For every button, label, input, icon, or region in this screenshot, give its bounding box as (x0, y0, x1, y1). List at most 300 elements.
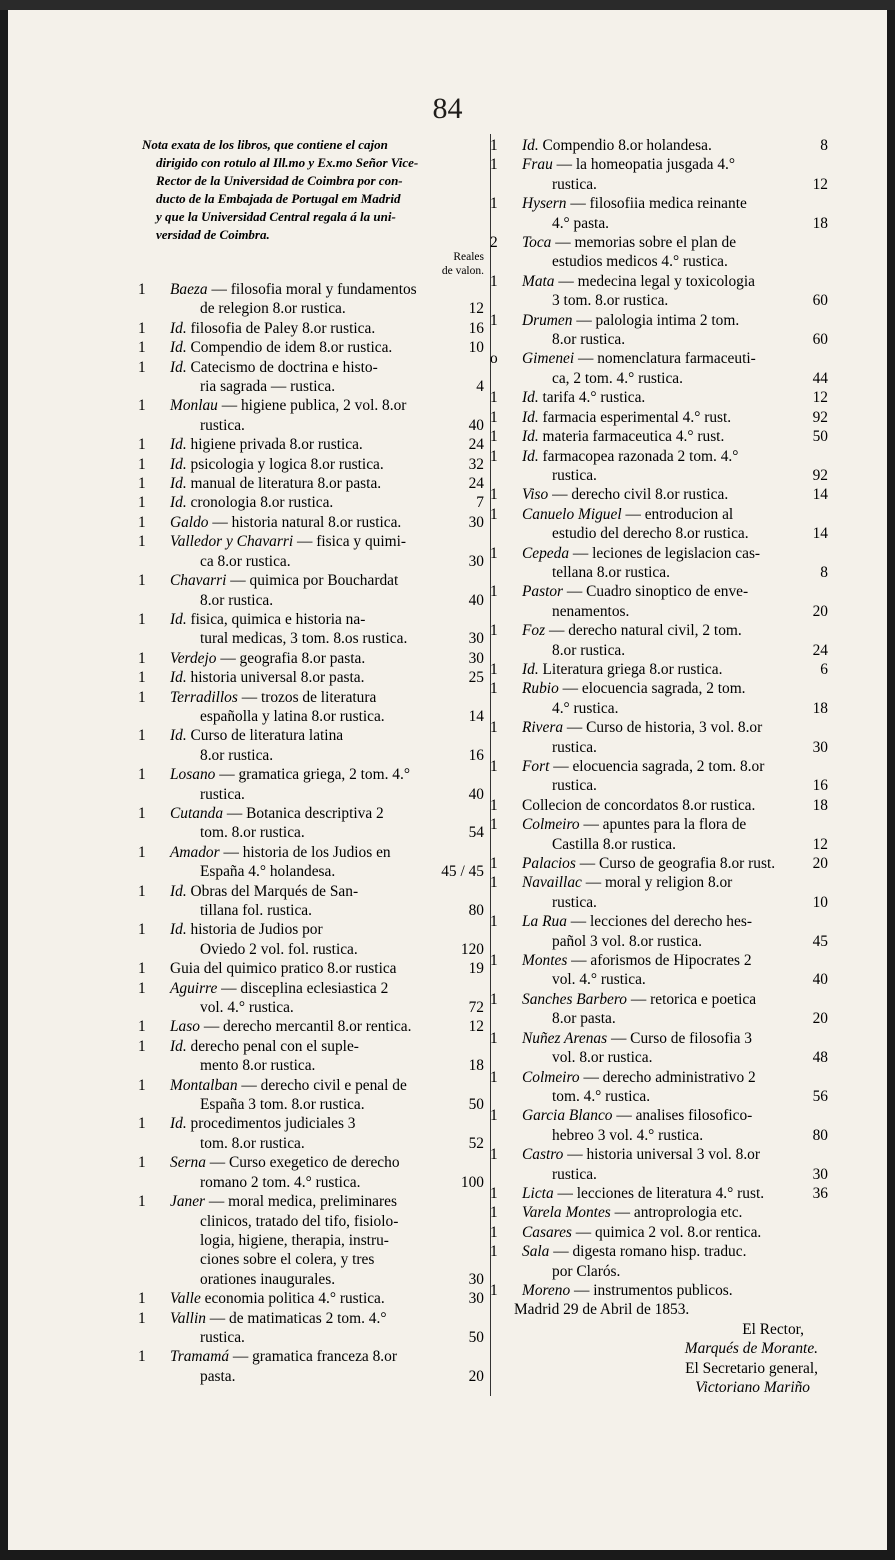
entry-text: — apuntes para la flora de (583, 816, 747, 834)
entry-author: Serna (170, 1154, 206, 1172)
entry-text: rustica. (552, 1165, 597, 1183)
entry-line (500, 466, 804, 485)
entry-author: Valledor y Chavarri (170, 533, 294, 551)
catalog-entry (490, 815, 828, 854)
entry-quantity: 1 (138, 319, 146, 337)
entry-line (148, 280, 450, 299)
entry-line (148, 862, 450, 881)
entry-author: Id. (170, 1037, 187, 1055)
entry-author: Colmeiro (522, 816, 580, 834)
entry-author: Montalban (170, 1076, 238, 1094)
entry-price: 7 (476, 494, 484, 512)
entry-author: Moreno (522, 1281, 571, 1299)
entry-price: 16 (468, 746, 484, 764)
entry-text: España 3 tom. 8.or rustica. (200, 1096, 365, 1114)
entry-line (148, 552, 450, 571)
entry-quantity: 1 (490, 428, 498, 446)
entry-text: — historia de los Judios en (223, 843, 391, 861)
entry-line (500, 155, 804, 174)
entry-text: filosofia de Paley 8.or rustica. (190, 319, 376, 337)
catalog-entry (138, 435, 484, 454)
entry-text: Compendio de idem 8.or rustica. (190, 339, 393, 357)
entry-line (500, 1223, 804, 1242)
entry-price: 50 (468, 1096, 484, 1114)
entry-author: Id. (522, 447, 539, 465)
entry-quantity: 1 (138, 397, 146, 415)
entry-line (148, 532, 450, 551)
entry-line (500, 1068, 804, 1087)
entry-line (500, 1009, 804, 1028)
entry-quantity: 1 (490, 583, 498, 601)
catalog-entry (138, 649, 484, 668)
entry-quantity: 1 (138, 358, 146, 376)
entry-line (148, 959, 450, 978)
entry-line (500, 544, 804, 563)
entry-price: 20 (468, 1367, 484, 1385)
catalog-entry (138, 1192, 484, 1289)
entry-author: Id. (170, 610, 187, 628)
entry-author: Id. (522, 389, 539, 407)
catalog-entry (490, 544, 828, 583)
entry-author: Id. (522, 408, 539, 426)
catalog-entry (490, 349, 828, 388)
entry-text: de relegion 8.or rustica. (200, 300, 346, 318)
entry-line (500, 214, 804, 233)
entry-text: 8.or rustica. (552, 331, 626, 349)
entry-text: — filosofiia medica reinante (570, 195, 747, 213)
entry-line (500, 252, 804, 271)
entry-line (148, 1289, 450, 1308)
entry-author: Id. (522, 137, 539, 154)
entry-price: 100 (460, 1173, 484, 1191)
entry-quantity: 1 (490, 544, 498, 562)
entry-author: Valle (170, 1290, 201, 1308)
entry-author: Chavarri (170, 572, 227, 590)
catalog-entry (490, 1106, 828, 1145)
entry-line (500, 311, 804, 330)
entry-quantity: 1 (138, 610, 146, 628)
entry-text: rustica. (200, 785, 245, 803)
entry-line (500, 349, 804, 368)
entry-line (148, 1056, 450, 1075)
entry-quantity: 1 (138, 882, 146, 900)
entry-author: Casares (522, 1223, 572, 1241)
entry-text: materia farmaceutica 4.° rust. (542, 428, 725, 446)
entry-text: higiene privada 8.or rustica. (190, 436, 363, 454)
entry-text: psicologia y logica 8.or rustica. (190, 455, 384, 473)
entry-author: Galdo (170, 513, 209, 531)
entry-price: 45 / 45 (441, 863, 484, 881)
entry-text: — de matimaticas 2 tom. 4.° (209, 1309, 387, 1327)
catalog-entry (138, 765, 484, 804)
catalog-entry (138, 532, 484, 571)
entry-line (500, 990, 804, 1009)
entry-author: Id. (170, 669, 187, 687)
entry-line (148, 513, 450, 532)
entry-text: rustica. (552, 738, 597, 756)
catalog-entry (138, 493, 484, 512)
catalog-entry (490, 854, 828, 873)
entry-author: Losano (170, 766, 216, 784)
entry-author: Vallin (170, 1309, 206, 1327)
entry-quantity: 1 (138, 494, 146, 512)
entry-line (500, 660, 804, 679)
entry-line (148, 1114, 450, 1133)
entry-text: — analises filosofico- (616, 1107, 753, 1125)
entry-author: Id. (170, 455, 187, 473)
entry-quantity: 1 (490, 408, 498, 426)
entry-line (500, 718, 804, 737)
catalog-entry (490, 194, 828, 233)
entry-text: pañol 3 vol. 8.or rustica. (552, 932, 703, 950)
entry-quantity: 1 (138, 281, 146, 298)
entry-line (148, 746, 450, 765)
entry-text: — quimica por Bouchardat (230, 572, 399, 590)
catalog-entry (490, 990, 828, 1029)
entry-text: ciones sobre el colera, y tres (200, 1251, 375, 1269)
entry-quantity: 1 (490, 195, 498, 213)
entry-price: 12 (812, 389, 828, 407)
entry-line (148, 1328, 450, 1347)
entry-text: Collecion de concordatos 8.or rustica. (522, 796, 756, 814)
entry-text: 4.° pasta. (552, 214, 610, 232)
entry-price: 10 (812, 893, 828, 911)
reales-header-line: Reales (453, 251, 484, 263)
entry-text: rustica. (552, 466, 597, 484)
entry-quantity: 1 (138, 1290, 146, 1308)
entry-text: — moral medica, preliminares (208, 1193, 397, 1211)
entry-line (148, 998, 450, 1017)
entry-line (500, 1087, 804, 1106)
entry-quantity: 1 (138, 843, 146, 861)
left-column (138, 136, 484, 1386)
entry-line (500, 369, 804, 388)
entry-author: Janer (170, 1193, 206, 1211)
entry-author: Varela Montes (522, 1204, 611, 1222)
catalog-entry (138, 1289, 484, 1308)
entry-quantity: 1 (490, 156, 498, 174)
entry-price: 30 (468, 1290, 484, 1308)
entry-price: 30 (468, 552, 484, 570)
entry-text: — memorias sobre el plan de (555, 234, 737, 252)
catalog-entry (138, 1017, 484, 1036)
entry-author: Id. (170, 494, 187, 512)
entry-text: pasta. (200, 1367, 236, 1385)
catalog-entry (138, 959, 484, 978)
entry-text: — derecho civil 8.or rustica. (552, 486, 729, 504)
entry-quantity: 1 (490, 719, 498, 737)
catalog-entry (490, 1203, 828, 1222)
entry-price: 54 (468, 824, 484, 842)
entry-quantity: 1 (490, 660, 498, 678)
catalog-entry (138, 396, 484, 435)
entry-quantity: 1 (138, 1193, 146, 1211)
entry-line (500, 1145, 804, 1164)
catalog-entry (138, 319, 484, 338)
entry-line (148, 629, 450, 648)
entry-line (148, 338, 450, 357)
entry-line (148, 455, 450, 474)
secretary-name: Victoriano Mariño (695, 1379, 810, 1396)
entry-text: — lecciones de literatura 4.° rust. (557, 1184, 765, 1202)
entry-price: 4 (476, 378, 484, 396)
entry-text: estudio del derecho 8.or rustica. (552, 525, 749, 543)
entry-text: economia politica 4.° rustica. (204, 1290, 385, 1308)
entry-quantity: 1 (138, 1154, 146, 1172)
entry-text: 4.° rustica. (552, 699, 619, 717)
entry-author: Id. (170, 1115, 187, 1133)
entry-text: — derecho civil e penal de (241, 1076, 407, 1094)
entry-price: 12 (812, 835, 828, 853)
entry-author: Id. (170, 727, 187, 745)
entry-text: tillana fol. rustica. (200, 902, 312, 919)
catalog-entry (490, 757, 828, 796)
entry-price: 50 (468, 1328, 484, 1346)
signature-date: Madrid 29 de Abril de 1853. (514, 1301, 690, 1319)
entry-line (148, 377, 450, 396)
entry-line (148, 726, 450, 745)
entry-quantity: 1 (138, 669, 146, 687)
entry-line (500, 796, 804, 815)
catalog-entry (490, 485, 828, 504)
entry-price: 14 (812, 486, 828, 504)
entry-text: — derecho natural civil, 2 tom. (548, 622, 742, 640)
catalog-entry (138, 338, 484, 357)
entry-author: Verdejo (170, 649, 217, 667)
entry-text: — Curso de filosofia 3 (610, 1029, 753, 1047)
entry-line (148, 843, 450, 862)
rector-name: Marqués de Morante. (684, 1340, 818, 1358)
entry-author: Colmeiro (522, 1068, 580, 1086)
entry-price: 45 (812, 932, 828, 950)
entry-author: Rubio (522, 680, 559, 698)
entry-text: vol. 4.° rustica. (552, 971, 646, 989)
catalog-entry (138, 571, 484, 610)
entry-quantity: 1 (490, 855, 498, 873)
entry-text: ca 8.or rustica. (200, 552, 291, 570)
entry-line (500, 912, 804, 931)
entry-quantity: 1 (138, 455, 146, 473)
entry-text: procedimentos judiciales 3 (190, 1115, 356, 1133)
signature-block (490, 1300, 828, 1397)
catalog-entry (138, 610, 484, 649)
entry-price: 8 (820, 563, 828, 581)
entry-text: 8.or rustica. (552, 641, 626, 659)
entry-text: Oviedo 2 vol. fol. rustica. (200, 940, 358, 958)
intro-line: versidad de Coimbra. (156, 227, 270, 242)
catalog-entry (490, 388, 828, 407)
entry-text: — palologia intima 2 tom. (576, 311, 740, 329)
entry-quantity: 1 (490, 1204, 498, 1222)
entry-text: derecho penal con el suple- (190, 1037, 359, 1055)
catalog-entry (490, 912, 828, 951)
entry-text: — leciones de legislacion cas- (572, 544, 761, 562)
entry-text: — fisica y quimi- (296, 533, 406, 551)
entry-price: 12 (812, 175, 828, 193)
entry-text: — elocuencia sagrada, 2 tom. 8.or (553, 758, 765, 775)
entry-text: Castilla 8.or rustica. (552, 835, 676, 853)
entry-quantity: 1 (138, 475, 146, 493)
entry-line (500, 563, 804, 582)
entry-price: 52 (468, 1134, 484, 1152)
entry-line (148, 358, 450, 377)
entry-text: — entroducion al (625, 505, 734, 523)
entry-line (148, 1076, 450, 1095)
entry-quantity: 1 (138, 688, 146, 706)
entry-price: 12 (468, 300, 484, 318)
entry-quantity: 1 (138, 727, 146, 745)
secretary-label: El Secretario general, (685, 1359, 818, 1377)
entry-author: Id. (170, 339, 187, 357)
entry-author: Tramamá (170, 1348, 230, 1366)
entry-line (500, 641, 804, 660)
catalog-entry (490, 155, 828, 194)
entry-line (500, 524, 804, 543)
entry-author: Castro (522, 1146, 564, 1164)
entry-line (148, 571, 450, 590)
entry-author: Laso (170, 1018, 200, 1036)
catalog-entry (490, 1068, 828, 1107)
entry-text: tom. 8.or rustica. (200, 1134, 305, 1152)
entry-text: mento 8.or rustica. (200, 1057, 316, 1075)
entry-text: manual de literatura 8.or pasta. (190, 475, 382, 493)
right-entry-list (490, 136, 828, 1300)
entry-line (148, 299, 450, 318)
entry-line (148, 1347, 450, 1366)
entry-line (148, 319, 450, 338)
entry-price: 92 (812, 466, 828, 484)
entry-text: tellana 8.or rustica. (552, 563, 670, 581)
entry-price: 19 (468, 960, 484, 978)
entry-price: 16 (468, 319, 484, 337)
catalog-entry (490, 233, 828, 272)
entry-line (500, 951, 804, 970)
entry-quantity: 1 (490, 796, 498, 814)
catalog-entry (138, 1309, 484, 1348)
entry-text: — Curso de historia, 3 vol. 8.or (566, 719, 763, 737)
entry-price: 36 (812, 1184, 828, 1202)
entry-line (500, 1126, 804, 1145)
entry-price: 30 (468, 649, 484, 667)
entry-line (148, 591, 450, 610)
entry-quantity: 1 (138, 436, 146, 454)
entry-text: — derecho administrativo 2 (583, 1068, 756, 1086)
entry-line (500, 699, 804, 718)
entry-line (148, 979, 450, 998)
entry-line (500, 136, 804, 155)
page-number: 84 (432, 92, 463, 125)
rector-label: El Rector, (742, 1320, 804, 1338)
entry-author: Rivera (522, 719, 564, 737)
intro-line: Nota exata de los libros, que contiene el cajon (142, 137, 388, 152)
entry-text: cronologia 8.or rustica. (190, 494, 334, 512)
entry-author: Foz (522, 622, 546, 640)
entry-line (148, 1153, 450, 1172)
entry-text: fisica, quimica e historia na- (190, 610, 366, 628)
entry-line (148, 1367, 450, 1386)
entry-quantity: 1 (138, 572, 146, 590)
entry-author: Sala (522, 1243, 550, 1261)
entry-author: Id. (170, 319, 187, 337)
entry-line (500, 835, 804, 854)
catalog-entry (138, 688, 484, 727)
entry-line (500, 1184, 804, 1203)
catalog-entry (138, 1076, 484, 1115)
entry-price: 92 (812, 408, 828, 426)
entry-author: Id. (170, 358, 187, 376)
entry-line (148, 823, 450, 842)
entry-line (500, 1203, 804, 1222)
entry-line (500, 408, 804, 427)
entry-price: 18 (812, 796, 828, 814)
entry-quantity: 1 (490, 137, 498, 154)
entry-author: Fort (522, 758, 550, 775)
entry-author: Baeza (170, 281, 208, 298)
entry-line (148, 920, 450, 939)
entry-text: Guia del quimico pratico 8.or rustica (170, 960, 397, 978)
entry-author: Cepeda (522, 544, 570, 562)
entry-line (500, 1106, 804, 1125)
entry-author: Terradillos (170, 688, 238, 706)
entry-quantity: 1 (490, 990, 498, 1008)
entry-price: 120 (460, 940, 484, 958)
entry-line (500, 815, 804, 834)
entry-author: Mata (522, 272, 555, 290)
entry-quantity: 1 (138, 960, 146, 978)
entry-line (148, 474, 450, 493)
entry-quantity: 1 (138, 339, 146, 357)
catalog-entry (490, 621, 828, 660)
entry-quantity: 2 (490, 234, 498, 252)
entry-text: farmacopea razonada 2 tom. 4.° (542, 447, 739, 465)
entry-quantity: 1 (138, 979, 146, 997)
entry-line (148, 901, 450, 920)
entry-quantity: 1 (138, 513, 146, 531)
entry-text: — lecciones del derecho hes- (570, 913, 752, 931)
entry-line (500, 621, 804, 640)
entry-author: Id. (522, 660, 539, 678)
entry-text: — la homeopatia jusgada 4.° (556, 156, 736, 174)
entry-text: por Clarós. (552, 1262, 621, 1280)
entry-text: — aforismos de Hipocrates 2 (571, 952, 752, 970)
entry-line (148, 1250, 450, 1269)
catalog-entry (138, 1037, 484, 1076)
entry-price: 30 (468, 513, 484, 531)
catalog-entry (490, 679, 828, 718)
reales-header (138, 250, 484, 278)
entry-text: — Curso exegetico de derecho (209, 1154, 400, 1172)
entry-text: historia de Judios por (190, 921, 323, 939)
entry-price: 40 (468, 785, 484, 803)
entry-quantity: 1 (138, 766, 146, 784)
entry-line (148, 707, 450, 726)
entry-price: 6 (820, 660, 828, 678)
entry-text: — Curso de geografia 8.or rust. (579, 855, 776, 873)
entry-price: 12 (468, 1018, 484, 1036)
catalog-entry (138, 843, 484, 882)
entry-author: Garcia Blanco (522, 1107, 613, 1125)
entry-text: rustica. (552, 175, 597, 193)
entry-quantity: 1 (490, 913, 498, 931)
entry-line (500, 272, 804, 291)
entry-quantity: 1 (490, 874, 498, 892)
entry-line (148, 804, 450, 823)
entry-text: españolla y latina 8.or rustica. (200, 707, 385, 725)
entry-author: Id. (170, 882, 187, 900)
entry-price: 18 (468, 1057, 484, 1075)
catalog-entry (490, 951, 828, 990)
catalog-entry (138, 474, 484, 493)
